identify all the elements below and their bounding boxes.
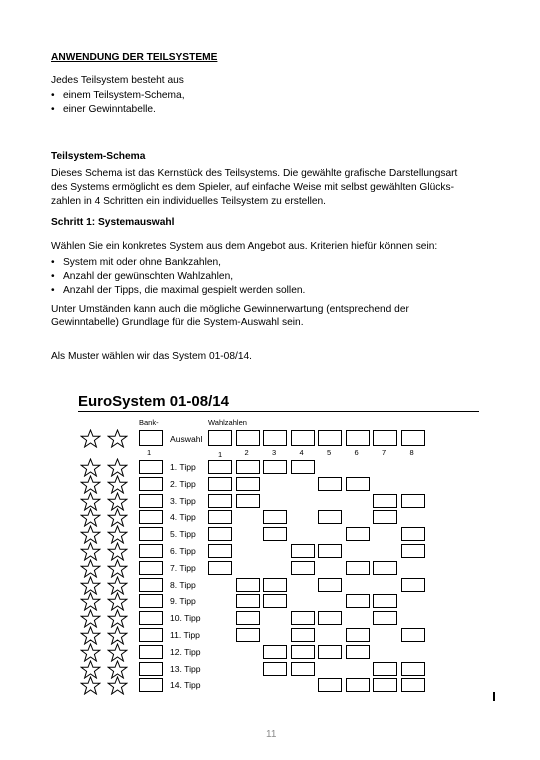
tipp-number-box[interactable]	[236, 611, 260, 625]
tipp-number-box[interactable]	[318, 477, 342, 491]
tipp-number-box[interactable]	[318, 578, 342, 592]
bank-selection-box[interactable]	[139, 430, 163, 446]
tipp-number-box[interactable]	[373, 611, 397, 625]
tipp-star-icon[interactable]	[80, 676, 101, 695]
tipp-number-box[interactable]	[373, 494, 397, 508]
tipp-number-box[interactable]	[318, 611, 342, 625]
wahlzahl-selection-box[interactable]	[346, 430, 370, 446]
tipp-number-box[interactable]	[291, 544, 315, 558]
tipp-number-box[interactable]	[318, 678, 342, 692]
tipp-number-box[interactable]	[263, 460, 287, 474]
wahlzahl-number-label: 4	[299, 448, 304, 457]
wahlzahl-selection-box[interactable]	[401, 430, 425, 446]
text-cursor-mark	[493, 692, 495, 701]
wahlzahl-number-label: 2	[244, 448, 249, 457]
tipp-star-icon[interactable]	[107, 676, 128, 695]
selection-star-icon[interactable]	[80, 429, 101, 448]
tipp-bank-box[interactable]	[139, 477, 163, 491]
tipp-number-box[interactable]	[208, 510, 232, 524]
system-title: EuroSystem 01-08/14	[78, 393, 229, 410]
step1-bullet-3: • Anzahl der Tipps, die maximal gespielt werden sollen.	[63, 284, 305, 297]
tipp-bank-box[interactable]	[139, 611, 163, 625]
bank-label: Bank-	[139, 418, 159, 427]
tipp-number-box[interactable]	[346, 527, 370, 541]
tipp-number-box[interactable]	[263, 527, 287, 541]
tipp-number-box[interactable]	[263, 578, 287, 592]
tipp-bank-box[interactable]	[139, 494, 163, 508]
tipp-number-box[interactable]	[401, 678, 425, 692]
tipp-label: 14. Tipp	[170, 680, 201, 691]
tipp-number-box[interactable]	[373, 510, 397, 524]
tipp-bank-box[interactable]	[139, 460, 163, 474]
note-line-1: Unter Umständen kann auch die mögliche Gewinnerwartung (entsprechend der	[51, 304, 409, 315]
tipp-number-box[interactable]	[318, 510, 342, 524]
tipp-number-box[interactable]	[263, 510, 287, 524]
tipp-number-box[interactable]	[346, 645, 370, 659]
tipp-number-box[interactable]	[236, 460, 260, 474]
tipp-bank-box[interactable]	[139, 594, 163, 608]
wahl-label: Wahlzahlen	[208, 418, 247, 427]
tipp-number-box[interactable]	[318, 645, 342, 659]
tipp-number-box[interactable]	[373, 594, 397, 608]
tipp-number-box[interactable]	[236, 494, 260, 508]
tipp-number-box[interactable]	[346, 594, 370, 608]
wahlzahl-number-label: 5	[327, 448, 332, 457]
tipp-number-box[interactable]	[208, 544, 232, 558]
tipp-label: 1. Tipp	[170, 462, 196, 472]
wahlzahl-number-label: 3	[272, 448, 277, 457]
tipp-bank-box[interactable]	[139, 628, 163, 642]
tipp-number-box[interactable]	[291, 561, 315, 575]
intro-bullet-2: • einer Gewinntabelle.	[63, 103, 156, 116]
tipp-number-box[interactable]	[208, 477, 232, 491]
page-heading: ANWENDUNG DER TEILSYSTEME	[51, 52, 218, 63]
tipp-bank-box[interactable]	[139, 527, 163, 541]
tipp-number-box[interactable]	[208, 561, 232, 575]
tipp-label: 10. Tipp	[170, 613, 201, 624]
tipp-number-box[interactable]	[291, 611, 315, 625]
tipp-number-box[interactable]	[236, 628, 260, 642]
wahlzahl-number-label: 6	[354, 448, 359, 457]
tipp-number-box[interactable]	[291, 628, 315, 642]
tipp-number-box[interactable]	[401, 628, 425, 642]
tipp-bank-box[interactable]	[139, 662, 163, 676]
tipp-number-box[interactable]	[346, 477, 370, 491]
tipp-label: 2. Tipp	[170, 478, 196, 489]
tipp-label: 11. Tipp	[170, 630, 200, 640]
schema-line-1: Dieses Schema ist das Kernstück des Teilsystems. Die gewählte grafische Darstellungsart	[51, 168, 458, 179]
tipp-number-box[interactable]	[291, 662, 315, 676]
tipp-number-box[interactable]	[401, 662, 425, 676]
step1-bullet-2: • Anzahl der gewünschten Wahlzahlen,	[63, 270, 233, 283]
wahlzahl-selection-box[interactable]	[208, 430, 232, 446]
tipp-number-box[interactable]	[208, 527, 232, 541]
tipp-label: 4. Tipp	[170, 512, 196, 523]
tipp-number-box[interactable]	[208, 494, 232, 508]
tipp-number-box[interactable]	[346, 628, 370, 642]
schema-line-2: des Systems ermöglicht es dem Spieler, auf einfache Weise mit selbst gewählten Glücks-	[51, 182, 454, 193]
wahlzahl-number-label: 1	[218, 450, 223, 459]
tipp-label: 6. Tipp	[170, 546, 196, 556]
bank-number-label: 1	[147, 448, 152, 457]
tipp-number-box[interactable]	[401, 494, 425, 508]
step1-bullet-1: • System mit oder ohne Bankzahlen,	[63, 256, 221, 269]
tipp-number-box[interactable]	[263, 594, 287, 608]
tipp-number-box[interactable]	[401, 544, 425, 558]
tipp-label: 13. Tipp	[170, 663, 201, 674]
tipp-label: 7. Tipp	[170, 562, 196, 573]
tipp-number-box[interactable]	[236, 578, 260, 592]
intro-text: Jedes Teilsystem besteht aus	[51, 75, 184, 86]
title-rule	[78, 411, 479, 412]
intro-bullet-1: • einem Teilsystem-Schema,	[63, 89, 185, 102]
wahlzahl-selection-box[interactable]	[373, 430, 397, 446]
auswahl-label: Auswahl	[170, 434, 203, 444]
wahlzahl-selection-box[interactable]	[291, 430, 315, 446]
tipp-bank-box[interactable]	[139, 544, 163, 558]
wahlzahl-selection-box[interactable]	[318, 430, 342, 446]
wahlzahl-selection-box[interactable]	[236, 430, 260, 446]
wahlzahl-selection-box[interactable]	[263, 430, 287, 446]
schema-line-3: zahlen in 4 Schritten ein individuelles Teilsystem zu erstellen.	[51, 196, 327, 207]
tipp-number-box[interactable]	[346, 561, 370, 575]
tipp-number-box[interactable]	[373, 678, 397, 692]
page-number: 11	[266, 729, 277, 740]
note-line-2: Gewinntabelle) Grundlage für die System-Auswahl sein.	[51, 317, 304, 328]
step1-text: Wählen Sie ein konkretes System aus dem Angebot aus. Kriterien hiefür können sein:	[51, 241, 438, 252]
tipp-bank-box[interactable]	[139, 678, 163, 692]
tipp-number-box[interactable]	[346, 678, 370, 692]
tipp-number-box[interactable]	[401, 578, 425, 592]
tipp-number-box[interactable]	[373, 662, 397, 676]
tipp-number-box[interactable]	[263, 662, 287, 676]
wahlzahl-number-label: 7	[382, 448, 387, 457]
tipp-bank-box[interactable]	[139, 645, 163, 659]
tipp-number-box[interactable]	[208, 460, 232, 474]
tipp-label: 3. Tipp	[170, 495, 196, 506]
tipp-label: 5. Tipp	[170, 529, 196, 540]
example-text: Als Muster wählen wir das System 01-08/14.	[51, 351, 253, 362]
selection-star-icon[interactable]	[107, 429, 128, 448]
tipp-number-box[interactable]	[373, 561, 397, 575]
tipp-number-box[interactable]	[236, 594, 260, 608]
schema-heading: Teilsystem-Schema	[51, 151, 146, 162]
tipp-number-box[interactable]	[318, 544, 342, 558]
step1-heading: Schritt 1: Systemauswahl	[51, 217, 175, 228]
tipp-bank-box[interactable]	[139, 578, 163, 592]
tipp-number-box[interactable]	[291, 645, 315, 659]
tipp-number-box[interactable]	[401, 527, 425, 541]
wahlzahl-number-label: 8	[409, 448, 414, 457]
tipp-label: 12. Tipp	[170, 646, 201, 657]
tipp-number-box[interactable]	[263, 645, 287, 659]
tipp-bank-box[interactable]	[139, 510, 163, 524]
tipp-number-box[interactable]	[291, 460, 315, 474]
tipp-number-box[interactable]	[236, 477, 260, 491]
tipp-bank-box[interactable]	[139, 561, 163, 575]
tipp-label: 9. Tipp	[170, 596, 196, 607]
tipp-label: 8. Tipp	[170, 579, 196, 590]
